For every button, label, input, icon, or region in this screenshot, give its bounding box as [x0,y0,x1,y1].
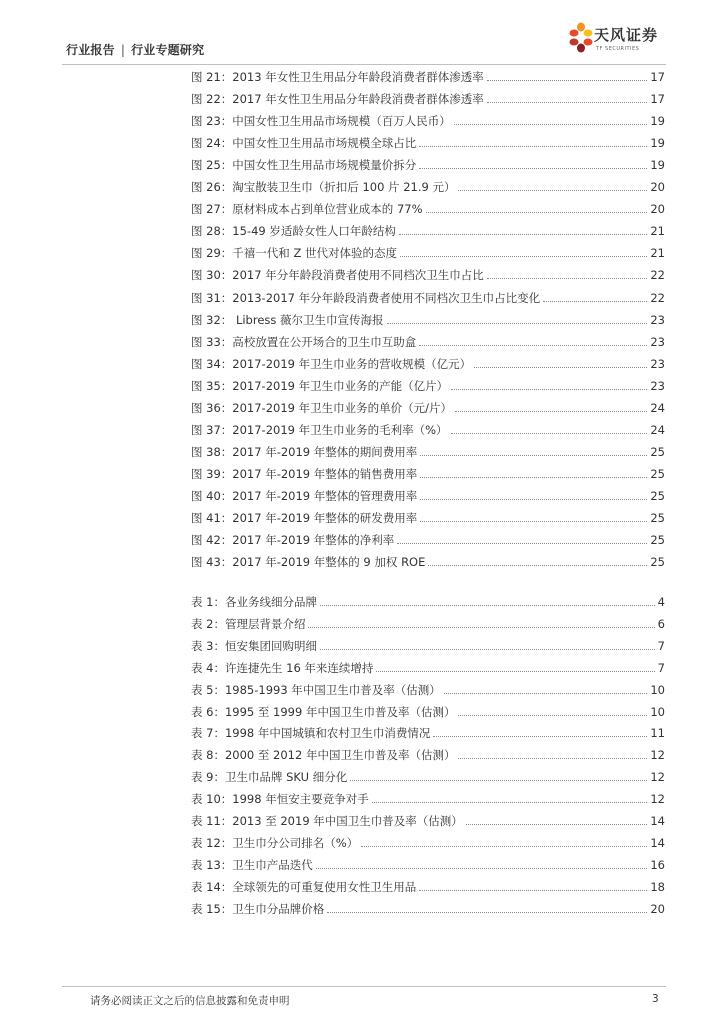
table-toc-entry[interactable] [191,854,665,872]
toc-entry-label: 图 38：2017 年-2019 年整体的期间费用率 [191,444,418,459]
dot-leader [399,233,648,235]
dot-leader [361,845,647,847]
toc-entry-label: 图 26：淘宝散装卫生巾（折扣后 100 片 21.9 元） [191,180,456,195]
toc-page-number: 25 [650,511,665,525]
footer-disclaimer: 请务必阅读正文之后的信息披露和免责申明 [90,995,290,1007]
toc-page-number: 21 [650,246,665,261]
table-toc-entry[interactable] [191,810,665,828]
toc-page-number: 22 [650,290,665,305]
toc-page-number: 20 [650,901,665,916]
dot-leader [426,211,648,213]
company-logo [568,22,678,62]
figure-toc-entry[interactable] [191,331,665,349]
toc-page-number: 14 [650,814,665,828]
dot-leader [543,300,647,302]
dot-leader [387,322,648,324]
toc-entry-label: 表 7：1998 年中国城镇和农村卫生巾消费情况 [191,726,431,741]
toc-entry-label: 图 37：2017-2019 年卫生巾业务的毛利率（%） [191,422,448,437]
toc-page-number: 25 [650,555,665,570]
table-toc-entry[interactable] [191,657,665,675]
dot-leader [420,454,647,456]
figure-toc-entry[interactable] [191,375,665,393]
dot-leader [455,410,647,412]
dot-leader [327,911,647,913]
figure-toc-entry[interactable] [191,287,665,305]
dot-leader [487,79,648,81]
toc-entry-label: 表 3：恒安集团回购明细 [191,638,317,653]
toc-page-number: 4 [657,595,665,609]
toc-entry-label: 图 41：2017 年-2019 年整体的研发费用率 [191,511,418,525]
dot-leader [444,692,648,694]
table-toc-entry[interactable] [191,722,665,740]
toc-page-number: 18 [650,879,665,894]
toc-entry-label: 图 32： Libress 薇尔卫生巾宣传海报 [191,312,384,327]
dot-leader [451,432,648,434]
toc-page-number: 25 [650,533,665,548]
figure-toc-entry[interactable] [191,66,665,84]
toc-entry-label: 表 12：卫生巾分公司排名（%） [191,835,359,850]
dot-leader [320,648,655,650]
toc-entry-label: 图 21：2013 年女性卫生用品分年龄段消费者群体渗透率 [191,70,484,84]
page-header [0,0,724,70]
table-toc-entry[interactable] [191,591,665,609]
table-toc-entry[interactable] [191,766,665,784]
toc-page-number: 23 [650,312,665,327]
table-toc-entry[interactable] [191,788,665,806]
logo-subtitle: TF SECURITIES [596,46,640,52]
toc-page-number: 19 [650,114,665,129]
figure-toc-entry[interactable] [191,198,665,216]
dot-leader [419,344,647,346]
figure-toc-entry[interactable] [191,264,665,282]
dot-leader [320,604,655,606]
dot-leader [372,801,648,803]
toc-entry-label: 图 33：高校放置在公开场合的卫生巾互助盒 [191,334,417,349]
flower-logo-icon [568,22,594,56]
dot-leader [419,145,647,147]
dot-leader [487,101,648,103]
toc-entry-label: 图 30：2017 年分年龄段消费者使用不同档次卫生巾占比 [191,268,484,283]
toc-page-number: 24 [650,422,665,437]
toc-page-number: 20 [650,202,665,217]
toc-page-number: 12 [650,770,665,785]
toc-entry-label: 表 8：2000 至 2012 年中国卫生巾普及率（估测） [191,748,456,763]
dot-leader [420,476,647,478]
toc-page-number: 12 [650,792,665,807]
toc-entry-label: 图 25：中国女性卫生用品市场规模量价拆分 [191,158,417,173]
toc-page-number: 20 [650,180,665,195]
toc-entry-label: 图 35：2017-2019 年卫生巾业务的产能（亿片） [191,378,449,393]
figure-toc-entry[interactable] [191,132,665,150]
dot-leader [420,498,647,500]
figure-toc-entry[interactable] [191,419,665,437]
dot-leader [316,867,648,869]
toc-entry-label: 表 13：卫生巾产品迭代 [191,857,313,872]
toc-entry-label: 表 6：1995 至 1999 年中国卫生巾普及率（估测） [191,704,456,719]
toc-entry-label: 表 15：卫生巾分品牌价格 [191,901,325,916]
toc-page-number: 16 [650,857,665,872]
toc-entry-label: 图 29：千禧一代和 Z 世代对体验的态度 [191,246,397,261]
breadcrumb-separator: | [120,43,126,57]
toc-entry-label: 表 2：管理层背景介绍 [191,616,306,631]
toc-entry-label: 图 34：2017-2019 年卫生巾业务的营收规模（亿元） [191,356,472,371]
footer-divider [62,986,666,987]
dot-leader [400,255,647,257]
figure-toc-entry[interactable] [191,176,665,194]
dot-leader [454,123,648,125]
figure-toc-entry[interactable] [191,88,665,106]
figure-toc-entry[interactable] [191,110,665,128]
figure-toc-entry[interactable] [191,507,665,525]
toc-page-number: 10 [650,682,665,697]
toc-page-number: 25 [650,466,665,481]
toc-entry-label: 表 4：许连捷先生 16 年来连续增持 [191,660,374,675]
toc-page-number: 23 [650,356,665,371]
dot-leader [420,520,647,522]
dot-leader [458,189,647,191]
dot-leader [458,757,647,759]
breadcrumb-report-type: 行业报告 [66,43,115,57]
toc-page-number: 12 [650,748,665,763]
toc-page-number: 21 [650,224,665,239]
toc-page-number: 6 [657,616,665,631]
toc-entry-label: 表 14：全球领先的可重复使用女性卫生用品 [191,879,417,894]
figure-toc-entry[interactable] [191,463,665,481]
dot-leader [458,714,647,716]
page-number: 3 [652,993,659,1005]
toc-entry-label: 表 1：各业务线细分品牌 [191,595,317,609]
toc-page-number: 22 [650,268,665,283]
toc-page-number: 23 [650,334,665,349]
toc-page-number: 23 [650,378,665,393]
toc-entry-label: 表 11：2013 至 2019 年中国卫生巾普及率（估测） [191,814,463,828]
breadcrumb-report-category: 行业专题研究 [131,43,205,57]
toc-page-number: 19 [650,136,665,151]
toc-entry-label: 图 42：2017 年-2019 年整体的净利率 [191,533,395,548]
figure-toc-entry[interactable] [191,154,665,172]
toc-page-number: 24 [650,400,665,415]
toc-page-number: 7 [657,660,665,675]
dot-leader [419,889,647,891]
toc-page-number: 11 [650,726,665,741]
figure-toc-entry[interactable] [191,397,665,415]
dot-leader [474,366,647,368]
figure-toc-entry[interactable] [191,485,665,503]
table-toc-entry[interactable] [191,679,665,697]
table-toc-entry[interactable] [191,701,665,719]
table-toc-entry[interactable] [191,613,665,631]
toc-entry-label: 图 39：2017 年-2019 年整体的销售费用率 [191,466,418,481]
toc-page-number: 19 [650,158,665,173]
table-toc-entry[interactable] [191,744,665,762]
toc-entry-label: 图 36：2017-2019 年卫生巾业务的单价（元/片） [191,400,452,415]
figure-toc-entry[interactable] [191,242,665,260]
figure-toc-entry[interactable] [191,353,665,371]
toc-entry-label: 图 22：2017 年女性卫生用品分年龄段消费者群体渗透率 [191,92,484,107]
dot-leader [376,670,654,672]
toc-entry-label: 图 23：中国女性卫生用品市场规模（百万人民币） [191,114,451,129]
toc-page-number: 25 [650,444,665,459]
table-toc-entry[interactable] [191,832,665,850]
dot-leader [428,564,647,566]
dot-leader [308,626,654,628]
toc-entry-label: 图 28：15-49 岁适龄女性人口年龄结构 [191,224,396,239]
dot-leader [350,779,647,781]
table-toc-entry[interactable] [191,898,665,916]
toc-entry-label: 表 10：1998 年恒安主要竞争对手 [191,792,369,807]
figure-toc-entry[interactable] [191,309,665,327]
breadcrumb [66,41,204,58]
table-toc-entry[interactable] [191,635,665,653]
dot-leader [419,167,647,169]
toc-page-number: 10 [650,704,665,719]
header-divider [62,64,666,65]
toc-page-number: 7 [657,638,665,653]
toc-page-number: 25 [650,488,665,503]
toc-entry-label: 表 9：卫生巾品牌 SKU 细分化 [191,770,348,785]
dot-leader [466,823,648,825]
dot-leader [451,388,647,390]
toc-page-number: 17 [650,70,665,84]
toc-entry-label: 图 40：2017 年-2019 年整体的管理费用率 [191,488,418,503]
dot-leader [433,735,647,737]
toc-entry-label: 图 27：原材料成本占到单位营业成本的 77% [191,202,423,217]
toc-page-number: 17 [650,92,665,107]
toc-entry-label: 图 31：2013-2017 年分年龄段消费者使用不同档次卫生巾占比变化 [191,290,541,305]
figure-toc-entry[interactable] [191,220,665,238]
figure-toc-entry[interactable] [191,529,665,547]
toc-entry-label: 图 24：中国女性卫生用品市场规模全球占比 [191,136,417,151]
figure-toc-entry[interactable] [191,441,665,459]
toc-entry-label: 表 5：1985-1993 年中国卫生巾普及率（估测） [191,682,441,697]
figure-toc-entry[interactable] [191,551,665,569]
logo-wordmark: 天风证券 [594,26,659,44]
dot-leader [397,542,647,544]
toc-page-number: 14 [650,835,665,850]
table-toc-entry[interactable] [191,876,665,894]
dot-leader [487,277,648,279]
toc-entry-label: 图 43：2017 年-2019 年整体的 9 加权 ROE [191,555,426,570]
